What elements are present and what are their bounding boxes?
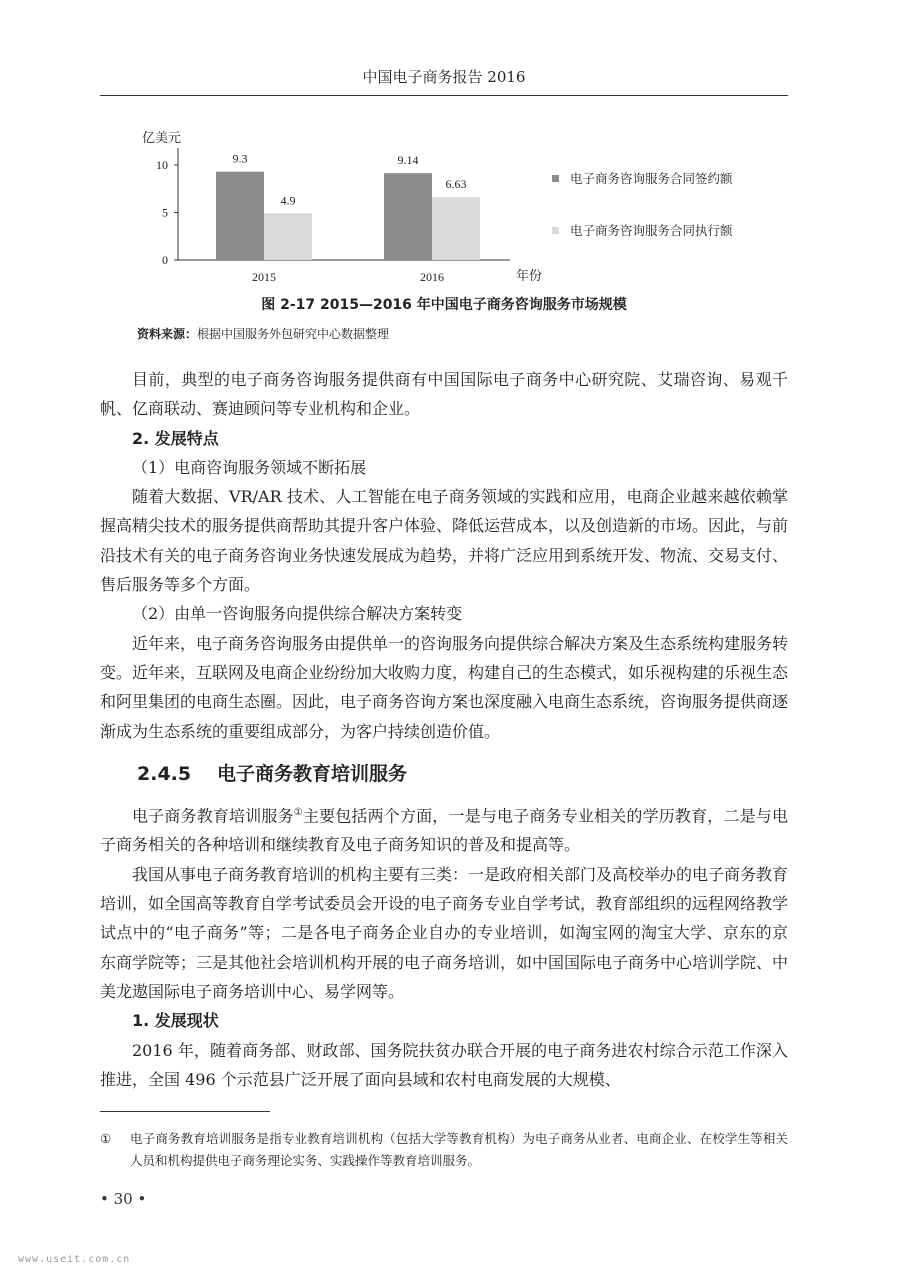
paragraph: 随着大数据、VR/AR 技术、人工智能在电子商务领域的实践和应用，电商企业越来越依赖掌握高精尖技术的服务提供商帮助其提升客户体验、降低运营成本，以及创造新的市场。因此，与前沿技术有关的电子商务咨询业务快速发展成为趋势，并将广泛应用到系统开发、物流、交易支付、售后服务等多个方面。 (100, 487, 789, 595)
footnote-text: 电子商务教育培训服务是指专业教育培训机构（包括大学等教育机构）为电子商务从业者、电商企业、在校学生等相关人员和机构提供电子商务理论实务、实践操作等教育培训服务。 (130, 1131, 788, 1168)
y-tick-label: 0 (162, 253, 168, 267)
watermark: www.useit.com.cn (18, 1254, 131, 1265)
subheading-item-1: （1）电商咨询服务领域不断拓展 (132, 457, 367, 477)
section-title: 电子商务教育培训服务 (217, 762, 408, 785)
paragraph: 我国从事电子商务教育培训的机构主要有三类：一是政府相关部门及高校举办的电子商务教育培训，如全国高等教育自学考试委员会开设的电子商务专业自学考试，教育部组织的远程网络教学试点中的“电子商务”等；二是各电子商务企业自办的专业培训，如淘宝网的淘宝大学、京东的京东商学院等；三是其他社会培训机构开展的电子商务培训，如中国国际电子商务中心培训学院、中美龙遨国际电子商务培训中心、易学网等。 (100, 864, 789, 1001)
source-text: 根据中国服务外包研究中心数据整理 (197, 327, 390, 341)
x-tick-label: 2016 (420, 270, 444, 284)
paragraph-text: 电子商务教育培训服务 (132, 806, 294, 826)
bar (432, 197, 480, 260)
legend-swatch (552, 227, 559, 234)
page-number: • 30 • (100, 1190, 147, 1208)
legend-swatch (552, 175, 559, 182)
bar-value-label: 6.63 (445, 177, 467, 192)
bar (216, 172, 264, 260)
bar-value-label: 4.9 (280, 193, 296, 208)
y-tick-label: 5 (162, 205, 168, 220)
header-rule (100, 95, 788, 96)
legend-label: 电子商务咨询服务合同签约额 (570, 171, 733, 186)
y-axis-label: 亿美元 (142, 130, 182, 145)
subheading-development-features: 2. 发展特点 (132, 428, 219, 448)
paragraph: 2016 年，随着商务部、财政部、国务院扶贫办联合开展的电子商务进农村综合示范工作深入推进，全国 496 个示范县广泛开展了面向县域和农村电商发展的大规模、 (100, 1040, 788, 1089)
section-number: 2.4.5 (137, 762, 192, 785)
paragraph (100, 798, 788, 860)
bar (264, 213, 312, 260)
paragraph: 目前，典型的电子商务咨询服务提供商有中国国际电子商务中心研究院、艾瑞咨询、易观千帆、亿商联动、赛迪顾问等专业机构和企业。 (100, 370, 788, 419)
paragraph: 近年来，电子商务咨询服务由提供单一的咨询服务向提供综合解决方案及生态系统构建服务转变。近年来，互联网及电商企业纷纷加大收购力度，构建自己的生态模式，如乐视构建的乐视生态和阿里集团的电商生态圈。因此，电子商务咨询方案也深度融入电商生态系统，咨询服务提供商逐渐成为生态系统的重要组成部分，为客户持续创造价值。 (100, 633, 789, 741)
x-tick-label: 2015 (252, 270, 276, 284)
figure-caption: 图 2-17 2015—2016 年中国电子商务咨询服务市场规模 (261, 297, 627, 313)
figure-source (137, 325, 389, 342)
footnote (100, 1128, 788, 1172)
bar-value-label: 9.3 (232, 151, 248, 166)
source-label: 资料来源： (137, 327, 198, 341)
bar-value-label: 9.14 (397, 153, 419, 168)
footnote-reference[interactable]: ① (293, 806, 303, 818)
footnote-rule (100, 1111, 270, 1112)
y-tick-label: 10 (156, 158, 168, 172)
x-axis-label: 年份 (516, 268, 543, 283)
body-text (100, 365, 788, 1094)
bar-chart (120, 118, 780, 288)
section-heading (100, 760, 788, 788)
legend-label: 电子商务咨询服务合同执行额 (570, 223, 733, 238)
paragraph-text: 主要包括两个方面，一是与电子商务专业相关的学历教育，二是与电子商务相关的各种培训和继续教育及电子商务知识的普及和提高等。 (100, 806, 788, 855)
running-header: 中国电子商务报告 2016 (362, 68, 526, 86)
subheading-item-2: （2）由单一咨询服务向提供综合解决方案转变 (132, 604, 463, 624)
bar (384, 173, 432, 260)
footnote-mark: ① (100, 1131, 112, 1146)
subheading-current-status: 1. 发展现状 (132, 1011, 219, 1031)
